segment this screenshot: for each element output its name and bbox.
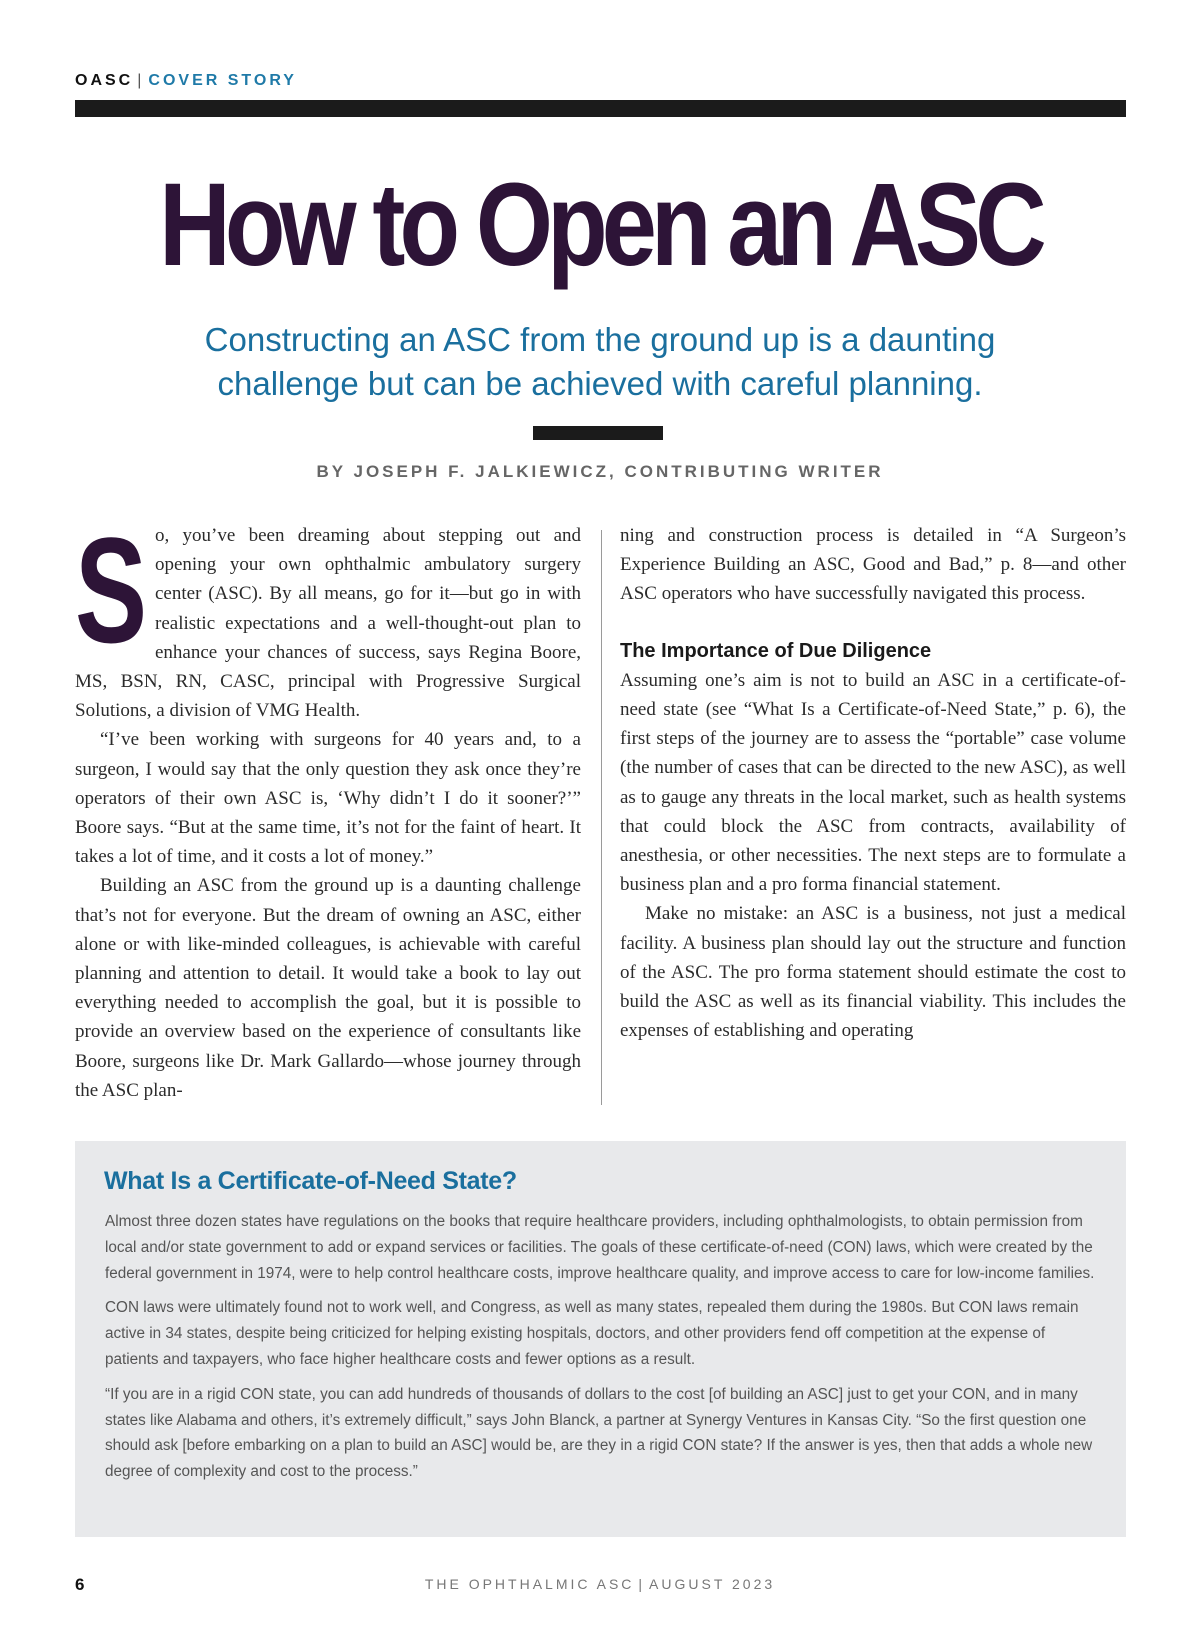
section-category: COVER STORY — [148, 72, 297, 89]
issue-date: AUGUST 2023 — [649, 1576, 776, 1592]
body-paragraph: Assuming one’s aim is not to build an ASC in a certificate-of-need state (see “What Is a Certificate-of-Need State,” p. 6), the first steps of the journey are to assess the “portable” case volume (the number of cases that can be directed to the new ASC), as well as to gauge any threats in the local market, such as health systems that could block the ASC from contracts, availability of anesthesia, or other necessities. The next steps are to formulate a business plan and a pro forma financial statement. — [620, 669, 1126, 896]
article-title: How to Open an ASC — [159, 159, 1041, 291]
page-number: 6 — [75, 1575, 85, 1594]
section-header — [75, 72, 297, 90]
body-paragraph: ning and construction process is detailed in “A Surgeon’s Experience Building an ASC, Good and Bad,” p. 8—and other ASC operators who have successfully navigated this process. — [620, 525, 1126, 605]
section-heading: The Importance of Due Diligence — [620, 639, 932, 662]
right-column — [620, 521, 1126, 1045]
left-column — [75, 506, 581, 1105]
publication-name: THE OPHTHALMIC ASC — [424, 1576, 635, 1592]
title-divider-bar — [533, 426, 663, 440]
header-separator: | — [137, 72, 145, 89]
paragraph-text: o, you’ve been dreaming about stepping out and opening your own ophthalmic ambulatory surgery center (ASC). By all means, go for it—but go in with realistic expectations and a well-thought-out plan to enhance your chances of success, says Regina Boore, MS, BSN, RN, CASC, principal with Progressive Surgical Solutions, a division of VMG Health. — [75, 525, 581, 722]
article-subtitle: Constructing an ASC from the ground up is a daunting challenge but can be achieved with careful planning. — [204, 321, 996, 402]
sidebar-paragraph: “If you are in a rigid CON state, you can add hundreds of thousands of dollars to the cost [of building an ASC] just to get your CON, and in many states like Alabama and others, it’s extremely difficult,” says John Blanck, a partner at Synergy Ventures in Kansas City. “So the first question one should ask [before embarking on a plan to build an ASC] would be, are they in a rigid CON state? If the answer is yes, then that adds a whole new degree of complexity and cost to the process.” — [105, 1385, 1093, 1481]
sidebar-paragraph: CON laws were ultimately found not to work well, and Congress, as well as many states, repealed them during the 1980s. But CON laws remain active in 34 states, despite being criticized for helping existing hospitals, doctors, and other providers fend off competition at the expense of patients and taxpayers, who face higher healthcare costs and fewer options as a result. — [105, 1299, 1079, 1368]
drop-cap: S — [75, 506, 148, 674]
body-paragraph: Make no mistake: an ASC is a business, not just a medical facility. A business plan should lay out the structure and function of the ASC. The pro forma statement should estimate the cost to build the ASC as well as its financial viability. This includes the expenses of establishing and operating — [620, 903, 1126, 1042]
article-byline: BY JOSEPH F. JALKIEWICZ, CONTRIBUTING WRITER — [316, 462, 884, 481]
sidebar-body — [105, 1209, 1095, 1494]
body-paragraph: “I’ve been working with surgeons for 40 years and, to a surgeon, I would say that the only question they ask once they’re operators of their own ASC is, ‘Why didn’t I do it sooner?’” Boore says. “But at the same time, it’s not for the faint of heart. It takes a lot of time, and it costs a lot of money.” — [75, 729, 581, 868]
footer-separator: | — [638, 1576, 646, 1592]
sidebar-box — [75, 1141, 1126, 1537]
body-paragraph: Building an ASC from the ground up is a daunting challenge that’s not for everyone. But the dream of owning an ASC, either alone or with like-minded colleagues, is achievable with careful planning and attention to detail. It would take a book to lay out everything needed to accomplish the goal, but it is possible to provide an overview based on the experience of consultants like Boore, surgeons like Dr. Mark Gallardo—whose journey through the ASC plan- — [75, 875, 581, 1101]
top-divider-bar — [75, 100, 1126, 117]
section-name: OASC — [75, 72, 134, 89]
sidebar-paragraph: Almost three dozen states have regulations on the books that require healthcare providers, including ophthalmologists, to obtain permission from local and/or state government to add or expand services or facilities. The goals of these certificate-of-need (CON) laws, which were created by the federal government in 1974, were to help control healthcare costs, improve healthcare quality, and improve access to care for low-income families. — [105, 1213, 1095, 1282]
body-paragraph — [75, 506, 581, 725]
publication-footer — [0, 1576, 1200, 1592]
column-divider — [601, 530, 602, 1105]
sidebar-title: What Is a Certificate-of-Need State? — [104, 1167, 517, 1195]
